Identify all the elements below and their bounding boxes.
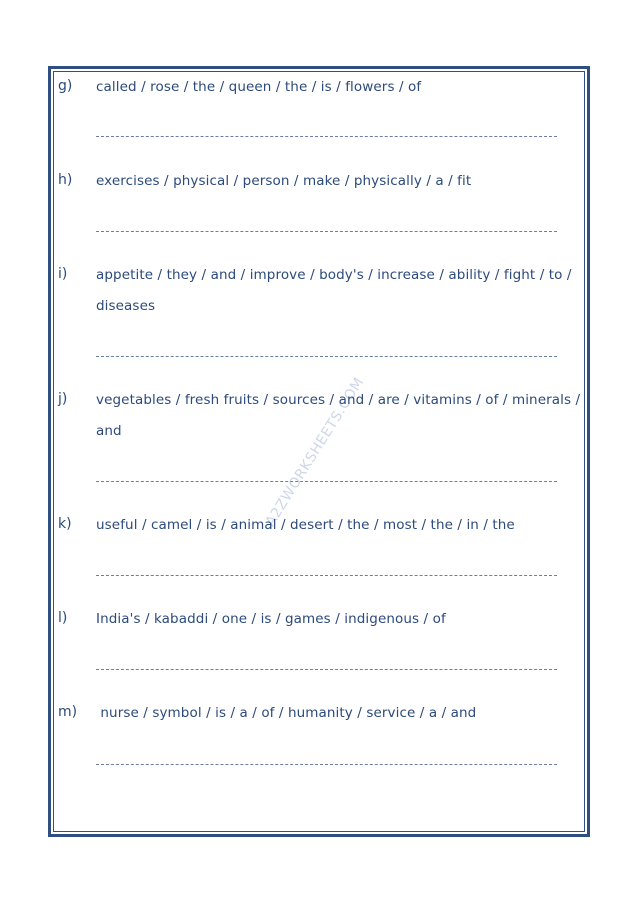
- question-label-i: i): [58, 266, 68, 282]
- question-label-m: m): [58, 704, 78, 720]
- question-text-h: exercises / physical / person / make / physically / a / fit: [96, 173, 472, 189]
- question-text-g: called / rose / the / queen / the / is / flowers / of: [96, 79, 422, 95]
- question-label-h: h): [58, 172, 73, 188]
- watermark: A2ZWORKSHEETS.COM: [262, 374, 368, 530]
- question-label-g: g): [58, 78, 73, 94]
- answer-line-g[interactable]: [96, 136, 557, 137]
- question-text-l: India's / kabaddi / one / is / games / indigenous / of: [96, 611, 446, 627]
- question-text-m: nurse / symbol / is / a / of / humanity / service / a / and: [96, 705, 477, 721]
- question-label-l: l): [58, 610, 68, 626]
- question-text-j: vegetables / fresh fruits / sources / and / are / vitamins / of / minerals / and: [96, 392, 581, 439]
- answer-line-h[interactable]: [96, 231, 557, 232]
- question-label-j: j): [58, 391, 68, 407]
- answer-line-k[interactable]: [96, 575, 557, 576]
- answer-line-m[interactable]: [96, 764, 557, 765]
- question-text-k: useful / camel / is / animal / desert / the / most / the / in / the: [96, 517, 515, 533]
- answer-line-i[interactable]: [96, 356, 557, 357]
- question-label-k: k): [58, 516, 72, 532]
- question-text-i: appetite / they / and / improve / body's / increase / ability / fight / to / diseases: [96, 267, 572, 314]
- answer-line-l[interactable]: [96, 669, 557, 670]
- answer-line-j[interactable]: [96, 481, 557, 482]
